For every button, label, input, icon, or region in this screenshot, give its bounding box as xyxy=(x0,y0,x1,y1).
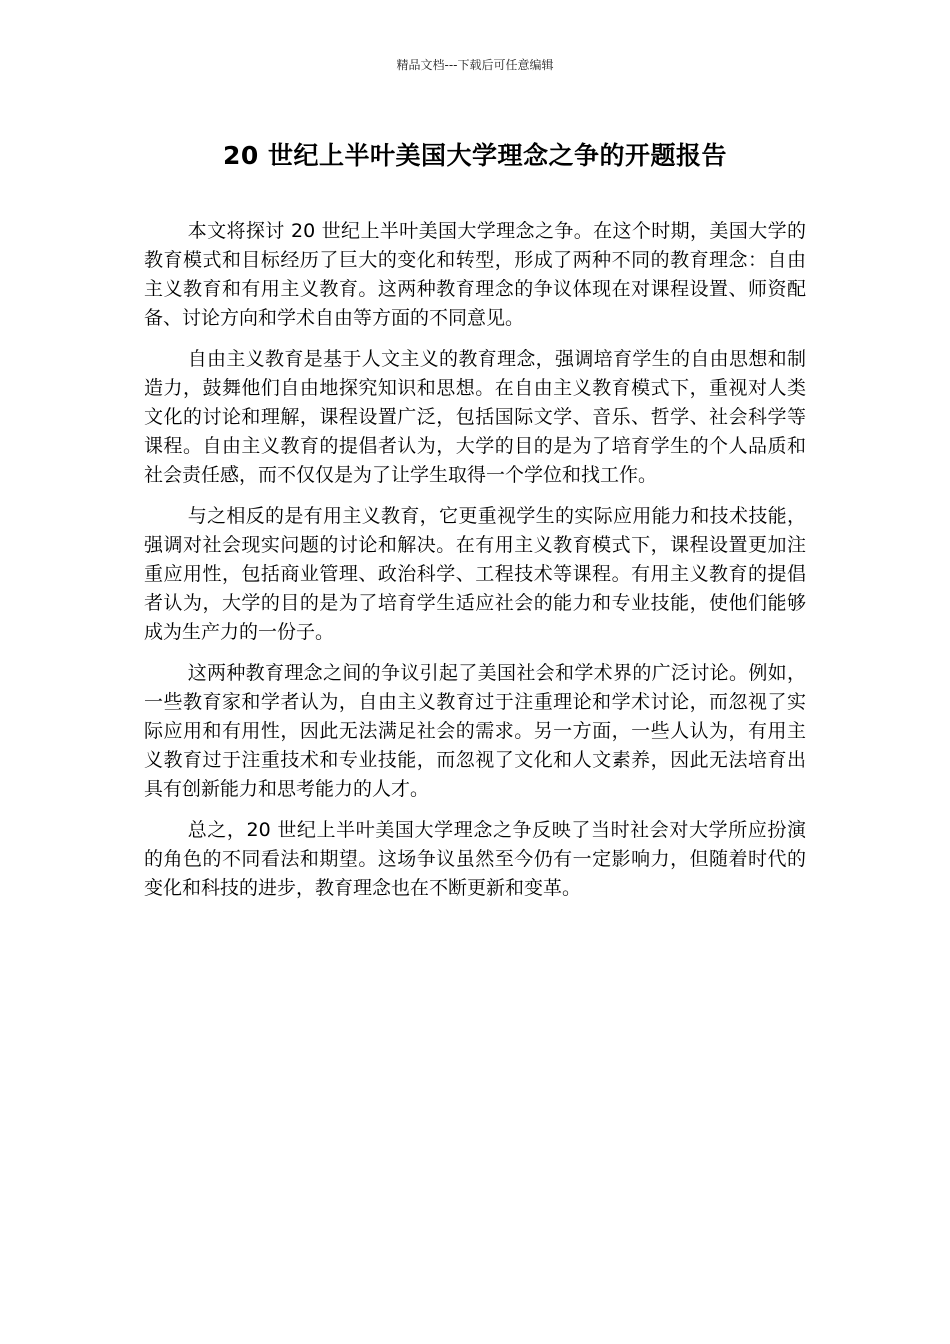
document-body xyxy=(144,217,806,915)
paragraph-intro: 本文将探讨 20 世纪上半叶美国大学理念之争。在这个时期，美国大学的教育模式和目标经历了巨大的变化和转型，形成了两种不同的教育理念：自由主义教育和有用主义教育。这两种教育理念的争议体现在对课程设置、师资配备、讨论方向和学术自由等方面的不同意见。 xyxy=(144,220,806,329)
paragraph-liberal-education: 自由主义教育是基于人文主义的教育理念，强调培育学生的自由思想和制造力，鼓舞他们自由地探究知识和思想。在自由主义教育模式下，重视对人类文化的讨论和理解，课程设置广泛，包括国际文学、音乐、哲学、社会科学等课程。自由主义教育的提倡者认为，大学的目的是为了培育学生的个人品质和社会责任感，而不仅仅是为了让学生取得一个学位和找工作。 xyxy=(144,348,806,486)
paragraph-conclusion: 总之，20 世纪上半叶美国大学理念之争反映了当时社会对大学所应扮演的角色的不同看法和期望。这场争议虽然至今仍有一定影响力，但随着时代的变化和科技的进步，教育理念也在不断更新和变革。 xyxy=(144,819,806,899)
paragraph-debate: 这两种教育理念之间的争议引起了美国社会和学术界的广泛讨论。例如，一些教育家和学者认为，自由主义教育过于注重理论和学术讨论，而忽视了实际应用和有用性，因此无法满足社会的需求。另一方面，一些人认为，有用主义教育过于注重技术和专业技能，而忽视了文化和人文素养，因此无法培育出具有创新能力和思考能力的人才。 xyxy=(144,662,806,800)
paragraph-utilitarian-education: 与之相反的是有用主义教育，它更重视学生的实际应用能力和技术技能，强调对社会现实问题的讨论和解决。在有用主义教育模式下，课程设置更加注重应用性，包括商业管理、政治科学、工程技术等课程。有用主义教育的提倡者认为，大学的目的是为了培育学生适应社会的能力和专业技能，使他们能够成为生产力的一份子。 xyxy=(144,505,806,643)
header-note: 精品文档---下载后可任意编辑 xyxy=(396,58,554,72)
document-title: 20 世纪上半叶美国大学理念之争的开题报告 xyxy=(223,141,727,170)
